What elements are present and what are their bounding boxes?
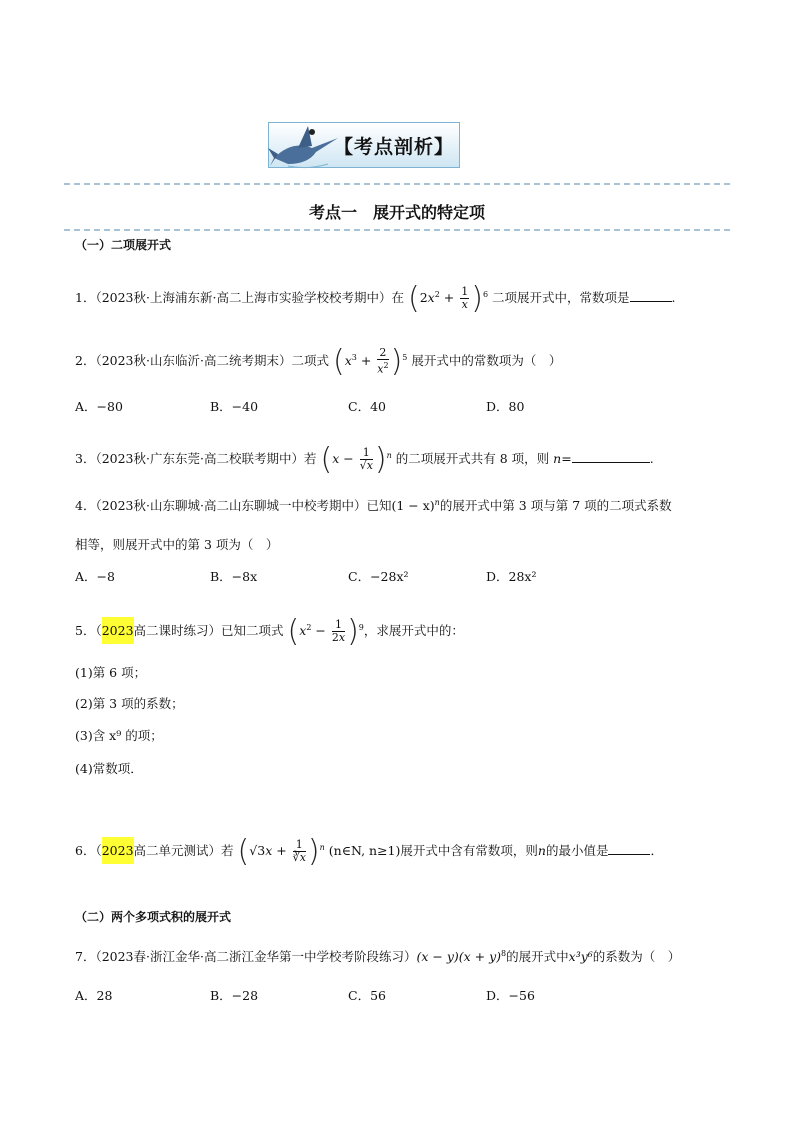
q5-year-highlight: 2023 (102, 617, 134, 644)
q4-text: 的展开式中第 3 项与第 7 项的二项式系数 (439, 498, 672, 513)
q5-part-3: (3)含 x⁹ 的项； (75, 728, 163, 743)
q6-text: 展开式中含有常数项，则 (400, 843, 538, 858)
q5-part-1: (1)第 6 项； (75, 665, 147, 680)
q6-condition: (n∈N, n≥1) (328, 843, 401, 858)
q4-option-d[interactable]: D．28x² (486, 569, 537, 584)
q4-line-2: 相等，则展开式中的第 3 项为（ ） (75, 537, 279, 552)
q2-option-d[interactable]: D．80 (486, 399, 525, 414)
q7-option-b[interactable]: B．−28 (210, 988, 259, 1003)
question-4: 4．（2023秋·山东聊城·高二山东聊城一中校考期中）已知$(1 - x)^n$的展开式中第 3 项与第 7 项的二项式系数 (75, 497, 672, 513)
divider-bottom (64, 229, 730, 231)
q6-year-highlight: 2023 (102, 837, 134, 864)
banner-title: 【考点剖析】 (334, 136, 455, 158)
question-3: 3．（2023秋·广东东莞·高二校联考期中）若 (x − $\frac{1}{√x}$ )$^n$ 的二项展开式共有 8 项，则 n= . (75, 442, 654, 477)
q5-part-4: (4)常数项． (75, 761, 143, 776)
q6-answer-blank[interactable] (608, 842, 650, 855)
q2-option-a[interactable]: A．−80 (75, 399, 123, 414)
q1-number: 1． (75, 290, 96, 305)
q7-option-d[interactable]: D．−56 (486, 988, 535, 1003)
question-1: 1．（2023秋·上海浦东新·高二上海市实验学校校考期中）在 ($2x^2$ + $\frac{1}{x}$ )$^6$ 二项展开式中，常数项是 . (75, 281, 676, 316)
q7-option-c[interactable]: C．56 (348, 988, 386, 1003)
q7-expression: (x − y)(x + y) (416, 949, 502, 964)
q2-text: 展开式中的常数项为（ ） (411, 353, 562, 368)
section-banner (268, 118, 459, 168)
q5-part-2: (2)第 3 项的系数； (75, 696, 184, 711)
section-binomial: （一）二项展开式 (75, 238, 172, 252)
q5-text: ，求展开式中的： (363, 623, 464, 638)
question-5: 5．（2023高二课时练习）已知二项式 ($x^2$ − $\frac{1}{2x}$ )$^9$，求展开式中的： (75, 614, 464, 649)
q1-text: 二项展开式中，常数项是 (492, 290, 630, 305)
q1-pre: 在 (391, 290, 404, 305)
q1-source: （2023秋·上海浦东新·高二上海市实验学校校考期中） (95, 290, 392, 305)
q2-source: （2023秋·山东临沂·高二统考期末） (95, 353, 292, 368)
q4-option-b[interactable]: B．−8x (210, 569, 258, 584)
question-2: 2．（2023秋·山东临沂·高二统考期末）二项式 ($x^3$ + $\frac{2}{x^2}$ )$^5$ 展开式中的常数项为（ ） (75, 344, 562, 379)
q5-expression: $x^2$ − $\frac{1}{2x}$ (299, 618, 346, 644)
q4-expression: (1 − x) (391, 498, 435, 513)
q3-text: 的二项展开式共有 8 项，则 (395, 451, 554, 466)
q7-option-a[interactable]: A．28 (75, 988, 113, 1003)
q2-expression: $x^3$ + $\frac{2}{x^2}$ (344, 346, 389, 376)
q5-source: 高二课时练习） (133, 623, 222, 638)
q7-text: 的系数为（ ） (592, 949, 681, 964)
q7-term: x³y⁶ (568, 949, 593, 964)
q3-expression: x − $\frac{1}{√x}$ (332, 446, 373, 472)
page-title: 考点一 展开式的特定项 (308, 203, 485, 222)
q2-option-b[interactable]: B．−40 (210, 399, 259, 414)
question-7: 7．（2023春·浙江金华·高二浙江金华第一中学校考阶段练习）$(x - y)(x + y)^8$的展开式中x³y⁶的系数为（ ） (75, 948, 681, 964)
q1-expression: $2x^2$ + $\frac{1}{x}$ (419, 285, 469, 311)
q6-expression: √3x + $\frac{1}{∛x}$ (249, 838, 306, 864)
q1-answer-blank[interactable] (630, 289, 672, 302)
q3-source: （2023秋·广东东莞·高二校联考期中） (95, 451, 304, 466)
q2-option-c[interactable]: C．40 (348, 399, 386, 414)
q7-source: （2023春·浙江金华·高二浙江金华第一中学校考阶段练习） (95, 949, 417, 964)
question-6: 6．（2023高二单元测试）若 (√3x + $\frac{1}{∛x}$ )$^n$ (n∈N, n≥1)展开式中含有常数项，则n的最小值是 ． (75, 834, 663, 869)
q4-option-a[interactable]: A．−8 (75, 569, 115, 584)
q6-source: 高二单元测试） (133, 843, 222, 858)
q4-option-c[interactable]: C．−28x² (348, 569, 409, 584)
q3-answer-blank[interactable] (572, 450, 650, 463)
divider-top (64, 183, 730, 185)
section-product: （二）两个多项式积的展开式 (75, 910, 232, 924)
q4-source: （2023秋·山东聊城·高二山东聊城一中校考期中） (95, 498, 367, 513)
